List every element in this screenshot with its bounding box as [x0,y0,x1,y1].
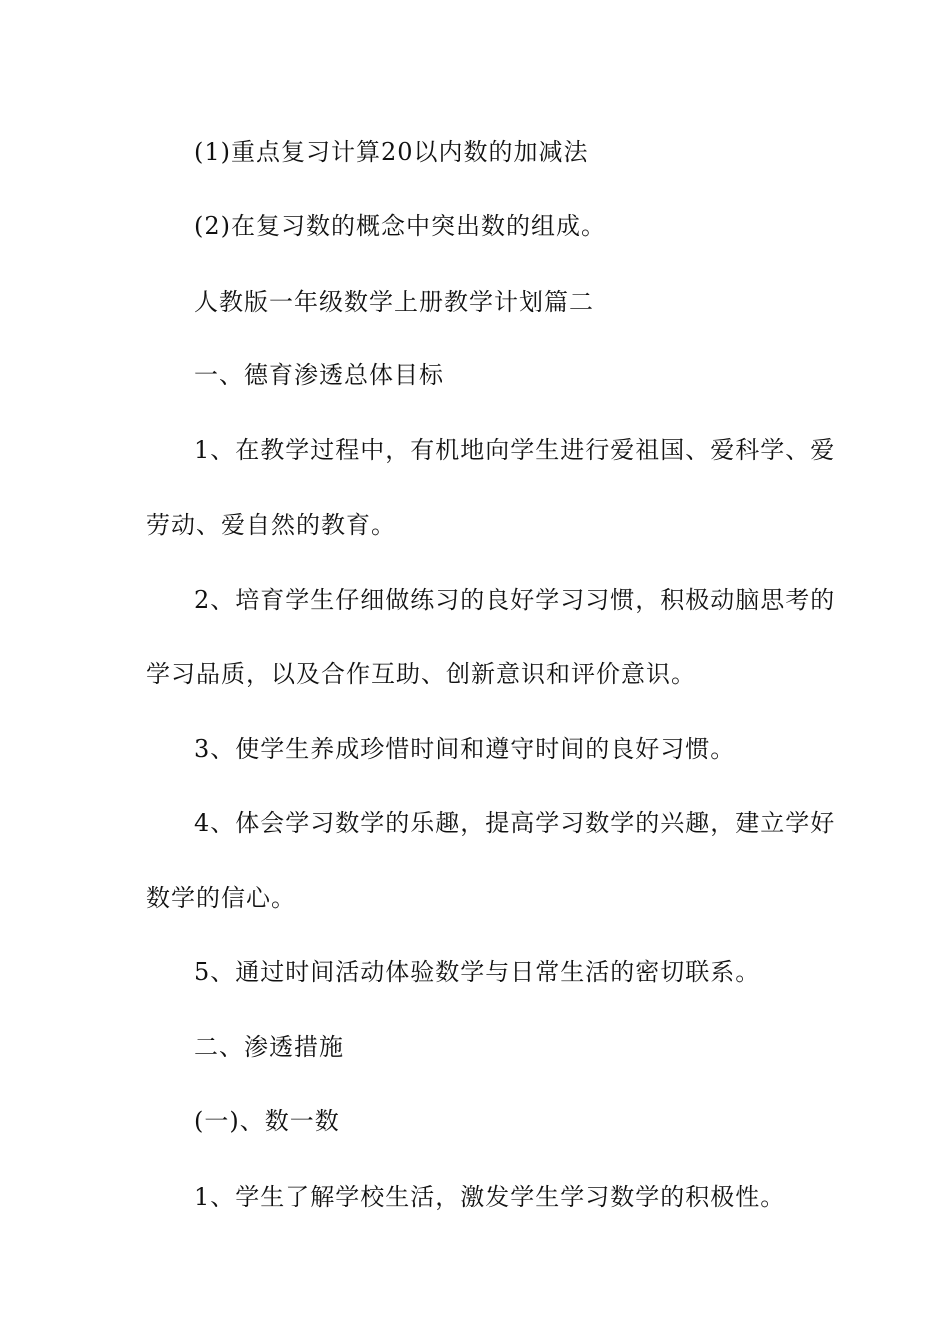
measure-1: 1、学生了解学校生活，激发学生学习数学的积极性。 [194,1183,786,1211]
goal-3: 3、使学生养成珍惜时间和遵守时间的良好习惯。 [194,735,736,763]
subheading-count: (一)、数一数 [194,1107,340,1135]
section-title-part-two: 人教版一年级数学上册教学计划篇二 [194,288,594,316]
heading-measures: 二、渗透措施 [194,1033,344,1061]
item-number-composition: (2)在复习数的概念中突出数的组成。 [194,212,606,240]
goal-1-line-1: 1、在教学过程中，有机地向学生进行爱祖国、爱科学、爱 [194,436,836,464]
goal-5: 5、通过时间活动体验数学与日常生活的密切联系。 [194,958,761,986]
goal-1-line-2: 劳动、爱自然的教育。 [146,511,396,539]
item-review-addition: (1)重点复习计算20以内数的加减法 [194,138,589,166]
heading-moral-goals: 一、德育渗透总体目标 [194,361,444,389]
goal-2-line-1: 2、培育学生仔细做练习的良好学习习惯，积极动脑思考的 [194,586,836,614]
goal-2-line-2: 学习品质，以及合作互助、创新意识和评价意识。 [146,660,696,688]
goal-4-line-1: 4、体会学习数学的乐趣，提高学习数学的兴趣，建立学好 [194,809,836,837]
goal-4-line-2: 数学的信心。 [146,884,296,912]
